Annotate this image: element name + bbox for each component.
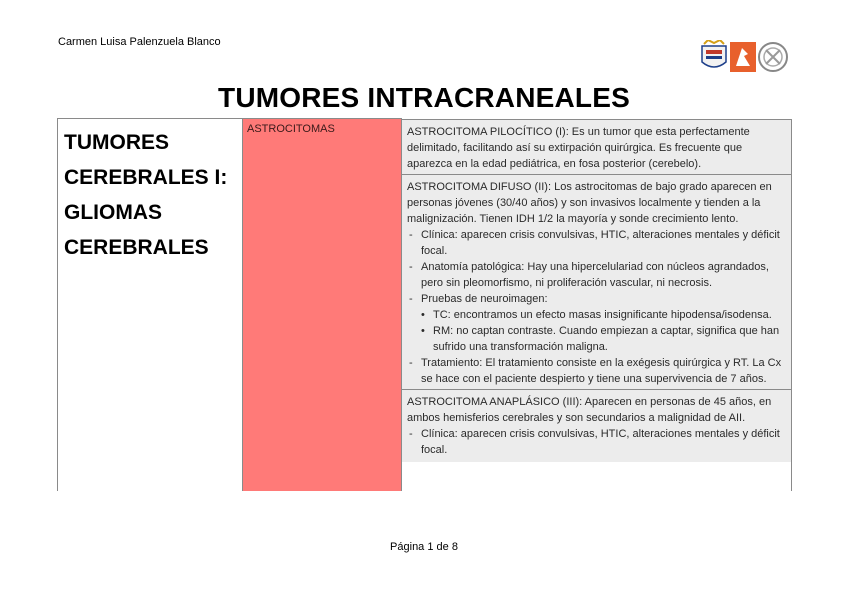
sub-list-item: • RM: no captan contraste. Cuando empiezan a captar, significa que han sufrido una transformación maligna.: [421, 324, 780, 353]
page-title: TUMORES INTRACRANEALES: [218, 82, 630, 113]
entry-block: [402, 119, 791, 174]
dash-bullet: -: [409, 427, 413, 440]
dot-bullet: •: [421, 324, 425, 337]
list-item: - Anatomía patológica: Hay una hipercelulariad con núcleos agrandados, pero sin pleomorfismo, ni proliferación vascular, ni necrosis.: [409, 260, 769, 289]
list-item: - Tratamiento: El tratamiento consiste en la exégesis quirúrgica y RT. La Cx se hace con el paciente despierto y tiene una supervivencia de 7 años.: [409, 356, 782, 385]
dash-bullet: -: [409, 228, 413, 241]
category-cell: [243, 119, 402, 492]
sub-list-item: • TC: encontramos un efecto masas insignificante hipodensa/isodensa.: [421, 308, 772, 321]
dash-bullet: -: [409, 356, 413, 369]
institution-logos: [698, 40, 790, 74]
entry-text: ASTROCITOMA DIFUSO (II): Los astrocitomas de bajo grado aparecen en personas jóvenes (30/40 años) y son invasivos localmente y tienden a la malignización. Tienen IDH 1/2 la mayoría y sonde crecimiento lento.: [407, 180, 772, 225]
dot-bullet: •: [421, 308, 425, 321]
entry-block: [402, 174, 791, 389]
section-title: TUMORES CEREBRALES I: GLIOMAS CEREBRALES: [64, 131, 228, 259]
author-name: Carmen Luisa Palenzuela Blanco: [58, 36, 221, 48]
list-item: - Pruebas de neuroimagen:: [409, 292, 548, 305]
section-cell: [58, 119, 243, 492]
notes-table: [57, 118, 792, 491]
entry-block: [402, 389, 791, 462]
page-number: Página 1 de 8: [390, 541, 458, 553]
dash-bullet: -: [409, 260, 413, 273]
round-seal-logo: [759, 43, 787, 71]
entry-text: ASTROCITOMA PILOCÍTICO (I): Es un tumor que esta perfectamente delimitado, facilitando así su extirpación quirúrgica. Es frecuente que aparezca en la edad pediátrica, en fosa posterior (cerebelo).: [407, 125, 750, 170]
entry-text: ASTROCITOMA ANAPLÁSICO (III): Aparecen en personas de 45 años, en ambos hemisferios cerebrales y son secundarios a malignidad de AII.: [407, 395, 772, 424]
list-item: - Clínica: aparecen crisis convulsivas, HTIC, alteraciones mentales y déficit focal.: [409, 427, 780, 456]
list-item: - Clínica: aparecen crisis convulsivas, HTIC, alteraciones mentales y déficit focal.: [409, 228, 780, 257]
category-label: ASTROCITOMAS: [247, 123, 335, 135]
content-cell: [402, 119, 792, 492]
dash-bullet: -: [409, 292, 413, 305]
bird-emblem-logo: [730, 42, 756, 72]
university-shield-logo: [702, 40, 726, 67]
